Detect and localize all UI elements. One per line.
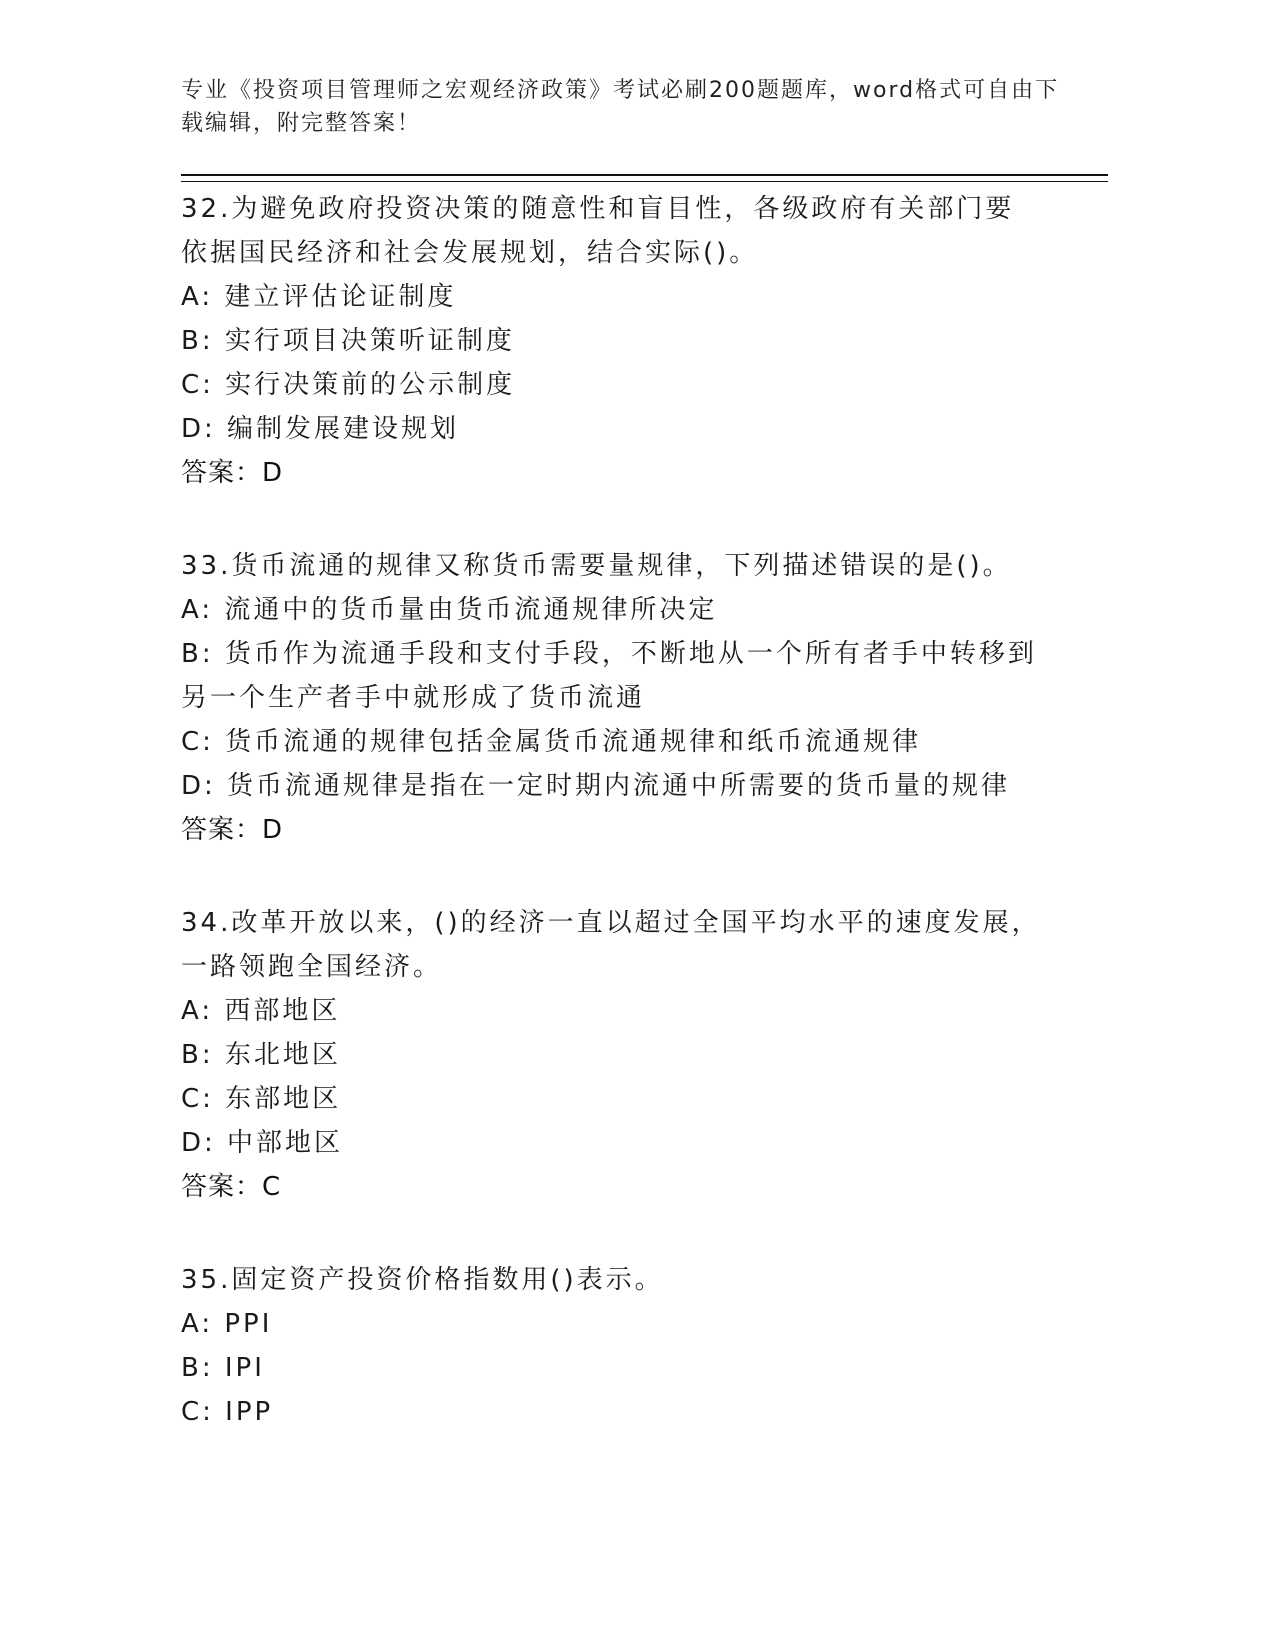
option-c: C: 东部地区: [181, 1084, 342, 1114]
question-text: 33.货币流通的规律又称货币需要量规律，下列描述错误的是()。: [181, 551, 1012, 581]
option-b: B: IPI: [181, 1353, 265, 1383]
option-b: B: 货币作为流通手段和支付手段，不断地从一个所有者手中转移到另一个生产者手中就形成了货币流通: [181, 639, 1037, 713]
question-32: [181, 187, 1081, 495]
header-divider-thick: [181, 174, 1108, 176]
option-b: B: 东北地区: [181, 1040, 341, 1070]
option-c: C: IPP: [181, 1397, 274, 1427]
option-d: D: 编制发展建设规划: [181, 414, 460, 444]
option-c: C: 实行决策前的公示制度: [181, 370, 516, 400]
question-33: [181, 544, 1081, 852]
option-d: D: 中部地区: [181, 1128, 344, 1158]
option-a: A: 西部地区: [181, 996, 341, 1026]
option-b: B: 实行项目决策听证制度: [181, 326, 515, 356]
answer: 答案：D: [181, 458, 284, 488]
question-text: 34.改革开放以来，()的经济一直以超过全国平均水平的速度发展，一路领跑全国经济。: [181, 908, 1041, 982]
header-divider-thin: [181, 181, 1108, 182]
question-list: [181, 187, 1081, 1483]
document-intro: 专业《投资项目管理师之宏观经济政策》考试必刷200题题库，word格式可自由下载编辑，附完整答案！: [181, 78, 1060, 136]
option-a: A: 建立评估论证制度: [181, 282, 457, 312]
option-d: D: 货币流通规律是指在一定时期内流通中所需要的货币量的规律: [181, 771, 1011, 801]
option-a: A: PPI: [181, 1309, 273, 1339]
question-34: [181, 901, 1081, 1209]
question-text: 32.为避免政府投资决策的随意性和盲目性，各级政府有关部门要依据国民经济和社会发展规划，结合实际()。: [181, 194, 1015, 268]
option-a: A: 流通中的货币量由货币流通规律所决定: [181, 595, 718, 625]
answer: 答案：C: [181, 1172, 282, 1202]
answer: 答案：D: [181, 815, 284, 845]
question-text: 35.固定资产投资价格指数用()表示。: [181, 1265, 664, 1295]
question-35: [181, 1258, 1081, 1434]
option-c: C: 货币流通的规律包括金属货币流通规律和纸币流通规律: [181, 727, 922, 757]
